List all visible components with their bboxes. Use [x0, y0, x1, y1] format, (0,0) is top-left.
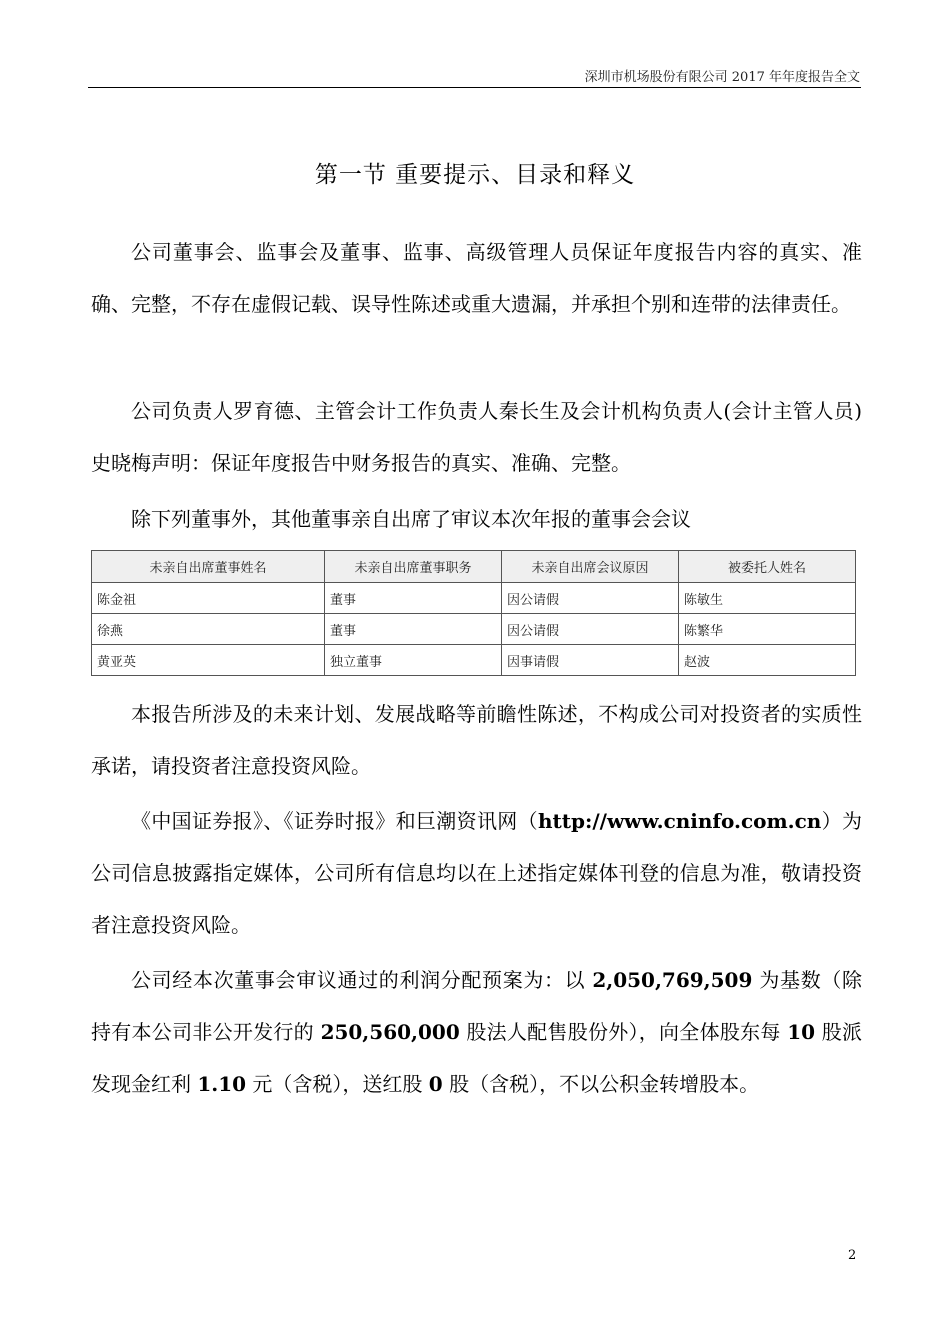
distribution-text: 公司经本次董事会审议通过的利润分配预案为：以	[131, 968, 593, 992]
header-divider	[88, 87, 861, 88]
distribution-text: 股（含税），不以公积金转增股本。	[442, 1072, 760, 1096]
absence-reason-cell: 因公请假	[502, 614, 679, 645]
share-base-number: 2,050,769,509	[592, 968, 753, 992]
director-name-cell: 徐燕	[92, 614, 325, 645]
section-title: 第一节 重要提示、目录和释义	[314, 162, 636, 188]
distribution-text: 股法人配售股份外），向全体股东每	[459, 1020, 788, 1044]
excluded-shares-number: 250,560,000	[320, 1020, 460, 1044]
director-name-cell: 黄亚英	[92, 645, 325, 676]
table-header-row	[92, 551, 856, 583]
table-header-cell: 未亲自出席董事职务	[325, 551, 502, 583]
table-row	[92, 645, 856, 676]
media-text-end: ）为公司信息披露指定媒体，公司所有信息均以在上述指定媒体刊登的信息为准，敬请投资者注意投资风险。	[91, 809, 863, 937]
paragraph-disclosure-media	[91, 795, 862, 951]
proxy-name-cell: 赵波	[679, 645, 856, 676]
distribution-text: 元（含税），送红股	[246, 1072, 429, 1096]
bonus-shares-number: 0	[428, 1072, 443, 1096]
paragraph-forward-looking-statement: 本报告所涉及的未来计划、发展战略等前瞻性陈述，不构成公司对投资者的实质性承诺，请投资者注意投资风险。	[91, 702, 862, 778]
media-text-start: 《中国证券报》、《证券时报》和巨潮资讯网（	[131, 809, 538, 833]
paragraph-responsible-persons: 公司负责人罗育德、主管会计工作负责人秦长生及会计机构负责人(会计主管人员)史晓梅声明：保证年度报告中财务报告的真实、准确、完整。	[91, 399, 862, 475]
proxy-name-cell: 陈繁华	[679, 614, 856, 645]
director-position-cell: 董事	[325, 583, 502, 614]
table-row	[92, 583, 856, 614]
director-name-cell: 陈金祖	[92, 583, 325, 614]
paragraph-profit-distribution	[91, 954, 862, 1110]
table-header-cell: 未亲自出席会议原因	[502, 551, 679, 583]
report-header-title: 深圳市机场股份有限公司 2017 年年度报告全文	[584, 70, 860, 85]
cninfo-url: http://www.cninfo.com.cn	[537, 809, 822, 833]
director-position-cell: 董事	[325, 614, 502, 645]
paragraph-absent-directors-intro: 除下列董事外，其他董事亲自出席了审议本次年报的董事会会议	[131, 507, 691, 531]
paragraph-board-guarantee: 公司董事会、监事会及董事、监事、高级管理人员保证年度报告内容的真实、准确、完整，不存在虚假记载、误导性陈述或重大遗漏，并承担个别和连带的法律责任。	[91, 240, 862, 316]
table-header-cell: 未亲自出席董事姓名	[92, 551, 325, 583]
cash-dividend-amount: 1.10	[197, 1072, 247, 1096]
page-number: 2	[848, 1248, 857, 1263]
proxy-name-cell: 陈敏生	[679, 583, 856, 614]
distribution-text: 为基数（除持有本公司非公开发行的	[91, 968, 863, 1044]
director-position-cell: 独立董事	[325, 645, 502, 676]
per-shares-number: 10	[787, 1020, 816, 1044]
table-header-cell: 被委托人姓名	[679, 551, 856, 583]
absence-reason-cell: 因公请假	[502, 583, 679, 614]
absent-directors-table	[91, 550, 856, 676]
distribution-text: 股派发现金红利	[91, 1020, 863, 1096]
absence-reason-cell: 因事请假	[502, 645, 679, 676]
table-row	[92, 614, 856, 645]
